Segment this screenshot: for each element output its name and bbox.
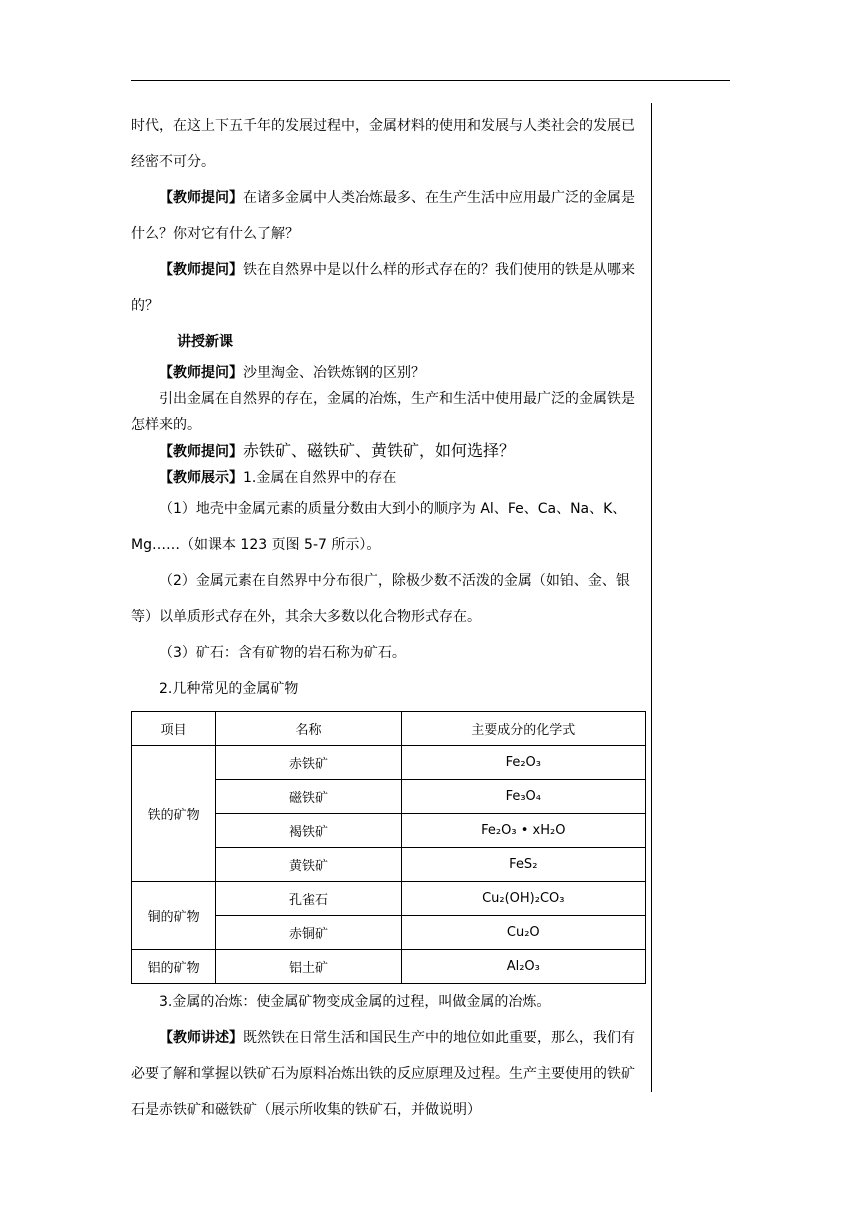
- header-rule: [131, 80, 730, 81]
- formula-cell: FeS₂: [401, 848, 645, 882]
- name-cell: 磁铁矿: [216, 780, 401, 814]
- group-cell: 铜的矿物: [132, 882, 216, 950]
- question-text: 在诸多金属中人类冶炼最多、在生产生活中应用最广泛的金属是什么？你对它有什么了解？: [131, 190, 635, 242]
- name-cell: 黄铁矿: [216, 848, 401, 882]
- list-item-3: （3）矿石：含有矿物的岩石称为矿石。: [159, 645, 406, 661]
- teacher-question-3: [131, 360, 646, 386]
- table-header-row: [132, 712, 646, 746]
- formula-cell: Cu₂(OH)₂CO₃: [401, 882, 645, 916]
- tag-label: 【教师提问】: [159, 262, 243, 278]
- lecture-text: 既然铁在日常生活和国民生产中的地位如此重要，那么，我们有必要了解和掌握以铁矿石为原料冶炼出铁的反应原理及过程。生产主要使用的铁矿石是赤铁矿和磁铁矿（展示所收集的铁矿石，并做说明）: [131, 1030, 635, 1118]
- question-text: 沙里淘金、冶铁炼钢的区别？: [243, 365, 425, 381]
- table-row: [132, 882, 646, 916]
- tag-label: 【教师展示】: [159, 470, 243, 486]
- formula-cell: Fe₂O₃ • xH₂O: [401, 814, 645, 848]
- tag-label: 【教师讲述】: [159, 1030, 243, 1046]
- name-cell: 赤铜矿: [216, 916, 401, 950]
- table-row: [132, 746, 646, 780]
- table-row: [132, 950, 646, 984]
- list-item-2: （2）金属元素在自然界中分布很广，除极少数不活泼的金属（如铂、金、银等）以单质形式存在外，其余大多数以化合物形式存在。: [131, 573, 630, 625]
- formula-cell: Fe₃O₄: [401, 780, 645, 814]
- list-item-1: （1）地壳中金属元素的质量分数由大到小的顺序为 Al、Fe、Ca、Na、K、Mg……（如课本 123 页图 5-7 所示）。: [131, 501, 627, 553]
- name-cell: 孔雀石: [216, 882, 401, 916]
- show-text: 1.金属在自然界中的存在: [243, 470, 397, 486]
- name-cell: 铝土矿: [216, 950, 401, 984]
- tag-label: 【教师提问】: [159, 190, 243, 206]
- paragraph-continuation: 时代，在这上下五千年的发展过程中，金属材料的使用和发展与人类社会的发展已经密不可分。: [131, 118, 635, 170]
- intro-paragraph: 引出金属在自然界的存在，金属的冶炼，生产和生活中使用最广泛的金属铁是怎样来的。: [131, 391, 635, 433]
- ore-table: [131, 711, 646, 984]
- question-text: 铁在自然界中是以什么样的形式存在的？我们使用的铁是从哪来的？: [131, 262, 635, 314]
- formula-cell: Cu₂O: [401, 916, 645, 950]
- tag-label: 【教师提问】: [159, 444, 243, 460]
- formula-cell: Fe₂O₃: [401, 746, 645, 780]
- smelting-definition: 3.金属的冶炼：使金属矿物变成金属的过程，叫做金属的冶炼。: [159, 994, 551, 1010]
- teacher-question-4: [131, 438, 646, 465]
- name-cell: 褐铁矿: [216, 814, 401, 848]
- teacher-show: [131, 465, 646, 491]
- teacher-lecture: [131, 1020, 646, 1128]
- question-text: 赤铁矿、磁铁矿、黄铁矿，如何选择？: [243, 441, 516, 460]
- group-cell: 铁的矿物: [132, 746, 216, 882]
- table-caption: 2.几种常见的金属矿物: [159, 681, 299, 697]
- name-cell: 赤铁矿: [216, 746, 401, 780]
- header-formula: 主要成分的化学式: [401, 712, 645, 746]
- page-frame-line: [651, 103, 652, 1092]
- header-item: 项目: [132, 712, 216, 746]
- document-body: [131, 108, 646, 1128]
- tag-label: 【教师提问】: [159, 365, 243, 381]
- section-heading: 讲授新课: [177, 334, 233, 350]
- teacher-question-1: [131, 180, 646, 252]
- teacher-question-2: [131, 252, 646, 324]
- header-name: 名称: [216, 712, 401, 746]
- group-cell: 铝的矿物: [132, 950, 216, 984]
- formula-cell: Al₂O₃: [401, 950, 645, 984]
